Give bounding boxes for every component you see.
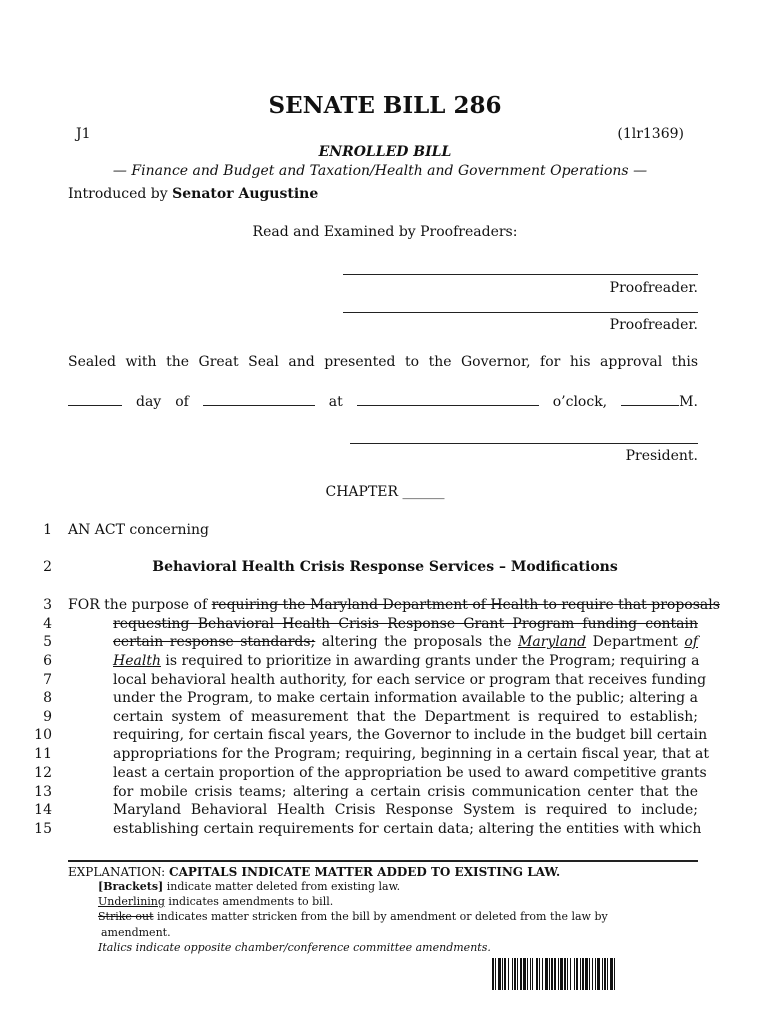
purpose-line-10: requiring, for certain fiscal years, the Governor to include in the budget bill certain xyxy=(113,727,708,743)
barcode-bar xyxy=(523,958,526,990)
explanation-underlining: Underlining indicates amendments to bill. xyxy=(98,895,334,908)
purpose-line-6: Health is required to prioritize in awarding grants under the Program; requiring a xyxy=(113,653,700,669)
bill-title: SENATE BILL 286 xyxy=(268,92,502,119)
line-number: 8 xyxy=(43,690,52,706)
line-number: 4 xyxy=(43,616,52,632)
purpose-line-4: requesting Behavioral Health Crisis Response Grant Program funding contain xyxy=(113,616,698,632)
barcode-bar xyxy=(508,958,509,990)
barcode-bar xyxy=(542,958,543,990)
purpose-line-3: FOR the purpose of requiring the Maryland Department of Health to require that proposals xyxy=(68,597,720,613)
barcode-image xyxy=(492,958,680,990)
purpose-line-13: for mobile crisis teams; altering a certain crisis communication center that the xyxy=(113,784,698,800)
barcode-bar xyxy=(504,958,506,990)
barcode-bar xyxy=(580,958,581,990)
line-number: 1 xyxy=(43,522,52,538)
line-number: 13 xyxy=(34,784,52,800)
file-number: (1lr1369) xyxy=(617,126,684,142)
barcode-bar xyxy=(520,958,522,990)
explanation-brackets: [Brackets] indicate matter deleted from existing law. xyxy=(98,880,401,893)
line-number: 11 xyxy=(34,746,52,762)
barcode-bar xyxy=(536,958,538,990)
line-number: 12 xyxy=(34,765,52,781)
barcode-bar xyxy=(604,958,606,990)
sponsor-name: Senator Augustine xyxy=(172,186,319,202)
barcode-bar xyxy=(614,958,615,990)
barcode-bar xyxy=(492,958,494,990)
line-number: 6 xyxy=(43,653,52,669)
line-number: 9 xyxy=(43,709,52,725)
bill-code: J1 xyxy=(76,126,91,142)
month-blank xyxy=(203,392,315,406)
barcode-bar xyxy=(532,958,533,990)
barcode-bar xyxy=(517,958,518,990)
barcode-bar xyxy=(498,958,501,990)
barcode-bar xyxy=(602,958,603,990)
president-signature-line xyxy=(350,443,698,444)
barcode-bar xyxy=(597,958,600,990)
explanation-strike: Strike out indicates matter stricken from the bill by amendment or deleted from the law by xyxy=(98,910,608,923)
barcode-bar xyxy=(530,958,531,990)
proofreader-signature-line-1 xyxy=(343,274,698,275)
footer-rule xyxy=(68,860,698,862)
proofreader-label-1: Proofreader. xyxy=(609,280,698,296)
barcode-bar xyxy=(589,958,590,990)
line-number: 3 xyxy=(43,597,52,613)
committees: — Finance and Budget and Taxation/Health and Government Operations — xyxy=(112,163,648,179)
time-blank xyxy=(357,392,539,406)
barcode-bar xyxy=(560,958,563,990)
barcode-bar xyxy=(564,958,566,990)
explanation-italics: Italics indicate opposite chamber/conference committee amendments. xyxy=(98,941,491,954)
barcode-bar xyxy=(607,958,608,990)
line-number: 7 xyxy=(43,672,52,688)
barcode-bar xyxy=(610,958,613,990)
ampm-blank xyxy=(621,392,679,406)
barcode-bar xyxy=(582,958,584,990)
barcode-bar xyxy=(512,958,513,990)
day-blank xyxy=(68,392,122,406)
purpose-line-15: establishing certain requirements for certain data; altering the entities with which xyxy=(113,821,702,837)
barcode-bar xyxy=(554,958,556,990)
barcode-bar xyxy=(567,958,568,990)
barcode-bar xyxy=(570,958,571,990)
barcode-bar xyxy=(527,958,528,990)
sealed-statement: Sealed with the Great Seal and presented to the Governor, for his approval this xyxy=(68,354,698,370)
date-time-line: day of at o’clock, M. xyxy=(68,392,698,410)
line-number: 2 xyxy=(43,559,52,575)
purpose-line-12: least a certain proportion of the appropriation be used to award competitive grants xyxy=(113,765,707,781)
enrolled-label: ENROLLED BILL xyxy=(318,144,452,160)
bill-subject: Behavioral Health Crisis Response Services – Modifications xyxy=(152,559,618,575)
line-number: 15 xyxy=(34,821,52,837)
line-number: 10 xyxy=(34,727,52,743)
stricken-text: requiring the Maryland Department of Health to require that proposals xyxy=(211,597,720,613)
proofreader-label-2: Proofreader. xyxy=(609,317,698,333)
president-label: President. xyxy=(625,448,698,464)
barcode-bar xyxy=(585,958,588,990)
barcode-bar xyxy=(558,958,559,990)
barcode-bar xyxy=(514,958,516,990)
barcode-bar xyxy=(539,958,540,990)
barcode-bar xyxy=(595,958,596,990)
barcode-bar xyxy=(495,958,496,990)
barcode-bar xyxy=(551,958,553,990)
purpose-line-9: certain system of measurement that the Department is required to establish; xyxy=(113,709,698,725)
purpose-line-5: certain response standards; altering the proposals the Maryland Department of xyxy=(113,634,698,650)
barcode-bar xyxy=(592,958,593,990)
purpose-line-14: Maryland Behavioral Health Crisis Response System is required to include; xyxy=(113,802,698,818)
purpose-line-7: local behavioral health authority, for each service or program that receives funding xyxy=(113,672,707,688)
explanation-strike-cont: amendment. xyxy=(101,926,171,939)
barcode-bar xyxy=(545,958,548,990)
chapter-line: CHAPTER ______ xyxy=(325,484,445,500)
purpose-line-8: under the Program, to make certain information available to the public; altering a xyxy=(113,690,698,706)
explanation-caps: EXPLANATION: CAPITALS INDICATE MATTER ADDED TO EXISTING LAW. xyxy=(68,865,561,879)
barcode-bar xyxy=(502,958,503,990)
introduced-by: Introduced by Senator Augustine xyxy=(68,186,319,202)
act-title-line: AN ACT concerning xyxy=(68,522,209,538)
purpose-line-11: appropriations for the Program; requiring, beginning in a certain fiscal year, that at xyxy=(113,746,710,762)
proofreaders-heading: Read and Examined by Proofreaders: xyxy=(252,224,518,240)
proofreader-signature-line-2 xyxy=(343,312,698,313)
line-number: 5 xyxy=(43,634,52,650)
line-number: 14 xyxy=(34,802,52,818)
barcode-bar xyxy=(574,958,575,990)
barcode-bar xyxy=(549,958,550,990)
barcode-bar xyxy=(576,958,578,990)
